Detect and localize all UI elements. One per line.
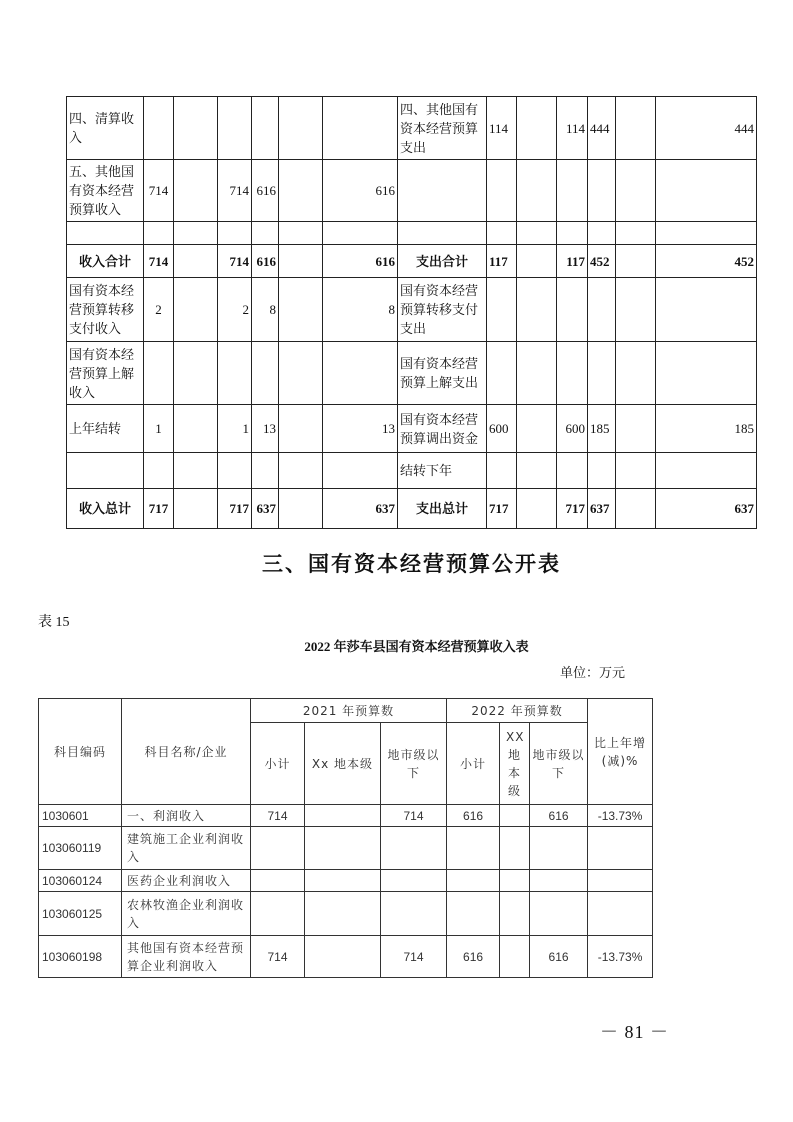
right-item-label: 四、其他国有资本经营预算支出 — [398, 97, 487, 160]
right-value-v4 — [588, 222, 616, 245]
left-item-label: 上年结转 — [67, 405, 144, 453]
right-value-v3 — [557, 222, 588, 245]
cell-name: 建筑施工企业利润收入 — [122, 827, 251, 870]
right-value-v5 — [616, 405, 656, 453]
income-budget-table — [38, 698, 653, 978]
right-item-label: 支出总计 — [398, 489, 487, 529]
right-value-v5 — [616, 97, 656, 160]
left-value-v1: 1 — [144, 405, 174, 453]
header-local-2021: Xx 地本级 — [305, 723, 381, 805]
cell-s21 — [251, 827, 305, 870]
left-item-label: 国有资本经营预算转移支付收入 — [67, 278, 144, 342]
cell-code: 103060119 — [39, 827, 122, 870]
header-below-2021: 地市级以下 — [381, 723, 447, 805]
right-value-v5 — [616, 278, 656, 342]
header-name: 科目名称/企业 — [122, 699, 251, 805]
right-value-v1 — [487, 342, 517, 405]
right-value-v6: 444 — [656, 97, 757, 160]
cell-chg — [588, 892, 653, 936]
right-value-v5 — [616, 342, 656, 405]
right-item-label: 国有资本经营预算上解支出 — [398, 342, 487, 405]
cell-l21 — [305, 805, 381, 827]
right-value-v4 — [588, 342, 616, 405]
summary-row — [67, 222, 757, 245]
cell-b21 — [381, 827, 447, 870]
left-item-label — [67, 453, 144, 489]
header-subtotal-2022: 小计 — [447, 723, 500, 805]
left-item-label: 收入合计 — [67, 245, 144, 278]
left-value-v2 — [174, 405, 218, 453]
left-value-v1 — [144, 222, 174, 245]
right-value-v1: 717 — [487, 489, 517, 529]
right-value-v2 — [517, 453, 557, 489]
header-local-2022: XX地本级 — [500, 723, 530, 805]
left-item-label — [67, 222, 144, 245]
right-value-v2 — [517, 97, 557, 160]
right-value-v3 — [557, 453, 588, 489]
cell-l21 — [305, 892, 381, 936]
section-title: 三、国有资本经营预算公开表 — [262, 552, 561, 576]
summary-row — [67, 278, 757, 342]
income-row — [39, 936, 653, 978]
cell-chg — [588, 870, 653, 892]
left-value-v4: 13 — [252, 405, 279, 453]
left-value-v6: 637 — [323, 489, 398, 529]
left-value-v6 — [323, 453, 398, 489]
right-value-v5 — [616, 489, 656, 529]
summary-row — [67, 342, 757, 405]
right-value-v4: 637 — [588, 489, 616, 529]
cell-l22 — [500, 936, 530, 978]
left-value-v3: 714 — [218, 160, 252, 222]
left-value-v3: 1 — [218, 405, 252, 453]
left-item-label: 四、清算收入 — [67, 97, 144, 160]
cell-b21 — [381, 870, 447, 892]
left-value-v1 — [144, 453, 174, 489]
left-value-v1: 714 — [144, 160, 174, 222]
right-value-v5 — [616, 222, 656, 245]
right-value-v4: 452 — [588, 245, 616, 278]
income-row — [39, 870, 653, 892]
cell-b22 — [530, 827, 588, 870]
left-value-v1: 714 — [144, 245, 174, 278]
left-value-v6 — [323, 342, 398, 405]
right-item-label — [398, 160, 487, 222]
summary-row — [67, 97, 757, 160]
right-value-v6 — [656, 342, 757, 405]
right-value-v2 — [517, 278, 557, 342]
left-value-v6 — [323, 222, 398, 245]
left-value-v5 — [279, 489, 323, 529]
left-value-v5 — [279, 97, 323, 160]
cell-name: 农林牧渔企业利润收入 — [122, 892, 251, 936]
right-value-v2 — [517, 405, 557, 453]
right-value-v6 — [656, 222, 757, 245]
cell-s21: 714 — [251, 936, 305, 978]
left-value-v2 — [174, 97, 218, 160]
cell-l22 — [500, 892, 530, 936]
left-value-v1 — [144, 342, 174, 405]
left-value-v4 — [252, 222, 279, 245]
left-value-v3 — [218, 342, 252, 405]
left-value-v2 — [174, 245, 218, 278]
cell-l22 — [500, 870, 530, 892]
right-value-v4 — [588, 160, 616, 222]
left-value-v5 — [279, 453, 323, 489]
cell-s22 — [447, 892, 500, 936]
right-value-v6: 185 — [656, 405, 757, 453]
cell-s22 — [447, 827, 500, 870]
cell-l22 — [500, 805, 530, 827]
cell-b22: 616 — [530, 805, 588, 827]
right-value-v3: 114 — [557, 97, 588, 160]
left-item-label: 国有资本经营预算上解收入 — [67, 342, 144, 405]
cell-code: 103060125 — [39, 892, 122, 936]
right-value-v1 — [487, 222, 517, 245]
right-value-v1 — [487, 453, 517, 489]
left-value-v2 — [174, 453, 218, 489]
left-value-v5 — [279, 278, 323, 342]
right-value-v2 — [517, 489, 557, 529]
cell-chg: -13.73% — [588, 936, 653, 978]
header-code: 科目编码 — [39, 699, 122, 805]
left-value-v2 — [174, 222, 218, 245]
left-value-v6: 616 — [323, 160, 398, 222]
left-value-v5 — [279, 245, 323, 278]
right-value-v4 — [588, 453, 616, 489]
right-value-v1: 114 — [487, 97, 517, 160]
right-value-v3 — [557, 278, 588, 342]
left-value-v4: 637 — [252, 489, 279, 529]
cell-s21 — [251, 892, 305, 936]
right-value-v1 — [487, 278, 517, 342]
right-value-v2 — [517, 222, 557, 245]
cell-s22: 616 — [447, 936, 500, 978]
cell-name: 一、利润收入 — [122, 805, 251, 827]
table-number: 表 15 — [38, 615, 70, 630]
right-value-v3: 600 — [557, 405, 588, 453]
cell-code: 103060198 — [39, 936, 122, 978]
left-value-v6: 616 — [323, 245, 398, 278]
left-value-v6 — [323, 97, 398, 160]
right-value-v6 — [656, 278, 757, 342]
unit-label: 单位：万元 — [560, 665, 626, 680]
left-value-v6: 8 — [323, 278, 398, 342]
right-value-v2 — [517, 245, 557, 278]
right-value-v5 — [616, 245, 656, 278]
cell-chg: -13.73% — [588, 805, 653, 827]
right-item-label: 国有资本经营预算调出资金 — [398, 405, 487, 453]
cell-b21 — [381, 892, 447, 936]
header-below-2022: 地市级以下 — [530, 723, 588, 805]
header-2021: 2021 年预算数 — [251, 699, 447, 723]
cell-code: 1030601 — [39, 805, 122, 827]
summary-row — [67, 245, 757, 278]
cell-l21 — [305, 870, 381, 892]
cell-b22 — [530, 870, 588, 892]
left-value-v3: 717 — [218, 489, 252, 529]
header-change: 比上年增(减)% — [588, 699, 653, 805]
left-value-v3: 2 — [218, 278, 252, 342]
left-value-v4: 8 — [252, 278, 279, 342]
left-value-v2 — [174, 160, 218, 222]
cell-l21 — [305, 936, 381, 978]
cell-l21 — [305, 827, 381, 870]
right-item-label: 支出合计 — [398, 245, 487, 278]
right-value-v1 — [487, 160, 517, 222]
left-value-v2 — [174, 278, 218, 342]
cell-code: 103060124 — [39, 870, 122, 892]
left-value-v5 — [279, 342, 323, 405]
summary-row — [67, 405, 757, 453]
right-item-label: 国有资本经营预算转移支付支出 — [398, 278, 487, 342]
cell-s22 — [447, 870, 500, 892]
summary-row — [67, 453, 757, 489]
page-number: － 81 － — [600, 1022, 669, 1042]
right-value-v6: 452 — [656, 245, 757, 278]
right-value-v1: 117 — [487, 245, 517, 278]
left-value-v4: 616 — [252, 160, 279, 222]
left-value-v3: 714 — [218, 245, 252, 278]
income-row — [39, 827, 653, 870]
cell-name: 其他国有资本经营预算企业利润收入 — [122, 936, 251, 978]
income-expenditure-summary-table — [66, 96, 757, 529]
right-item-label — [398, 222, 487, 245]
cell-s22: 616 — [447, 805, 500, 827]
right-value-v1: 600 — [487, 405, 517, 453]
right-value-v4: 185 — [588, 405, 616, 453]
left-value-v3 — [218, 97, 252, 160]
left-item-label: 收入总计 — [67, 489, 144, 529]
right-value-v4 — [588, 278, 616, 342]
cell-b21: 714 — [381, 936, 447, 978]
left-value-v4: 616 — [252, 245, 279, 278]
cell-b21: 714 — [381, 805, 447, 827]
cell-name: 医药企业利润收入 — [122, 870, 251, 892]
left-value-v5 — [279, 222, 323, 245]
cell-s21 — [251, 870, 305, 892]
left-value-v5 — [279, 405, 323, 453]
left-value-v6: 13 — [323, 405, 398, 453]
right-item-label: 结转下年 — [398, 453, 487, 489]
summary-row — [67, 489, 757, 529]
right-value-v6 — [656, 160, 757, 222]
left-value-v1: 2 — [144, 278, 174, 342]
right-value-v3 — [557, 342, 588, 405]
left-value-v2 — [174, 489, 218, 529]
header-2022: 2022 年预算数 — [447, 699, 588, 723]
left-value-v2 — [174, 342, 218, 405]
income-row — [39, 805, 653, 827]
table-title: 2022 年莎车县国有资本经营预算收入表 — [304, 639, 529, 654]
left-value-v5 — [279, 160, 323, 222]
right-value-v2 — [517, 160, 557, 222]
cell-b22 — [530, 892, 588, 936]
right-value-v3 — [557, 160, 588, 222]
left-value-v1 — [144, 97, 174, 160]
left-value-v4 — [252, 97, 279, 160]
summary-row — [67, 160, 757, 222]
cell-chg — [588, 827, 653, 870]
right-value-v2 — [517, 342, 557, 405]
left-value-v3 — [218, 453, 252, 489]
cell-b22: 616 — [530, 936, 588, 978]
left-item-label: 五、其他国有资本经营预算收入 — [67, 160, 144, 222]
right-value-v6 — [656, 453, 757, 489]
right-value-v4: 444 — [588, 97, 616, 160]
right-value-v5 — [616, 160, 656, 222]
cell-s21: 714 — [251, 805, 305, 827]
right-value-v6: 637 — [656, 489, 757, 529]
cell-l22 — [500, 827, 530, 870]
left-value-v1: 717 — [144, 489, 174, 529]
header-subtotal-2021: 小计 — [251, 723, 305, 805]
right-value-v5 — [616, 453, 656, 489]
left-value-v3 — [218, 222, 252, 245]
left-value-v4 — [252, 342, 279, 405]
right-value-v3: 717 — [557, 489, 588, 529]
left-value-v4 — [252, 453, 279, 489]
income-row — [39, 892, 653, 936]
right-value-v3: 117 — [557, 245, 588, 278]
